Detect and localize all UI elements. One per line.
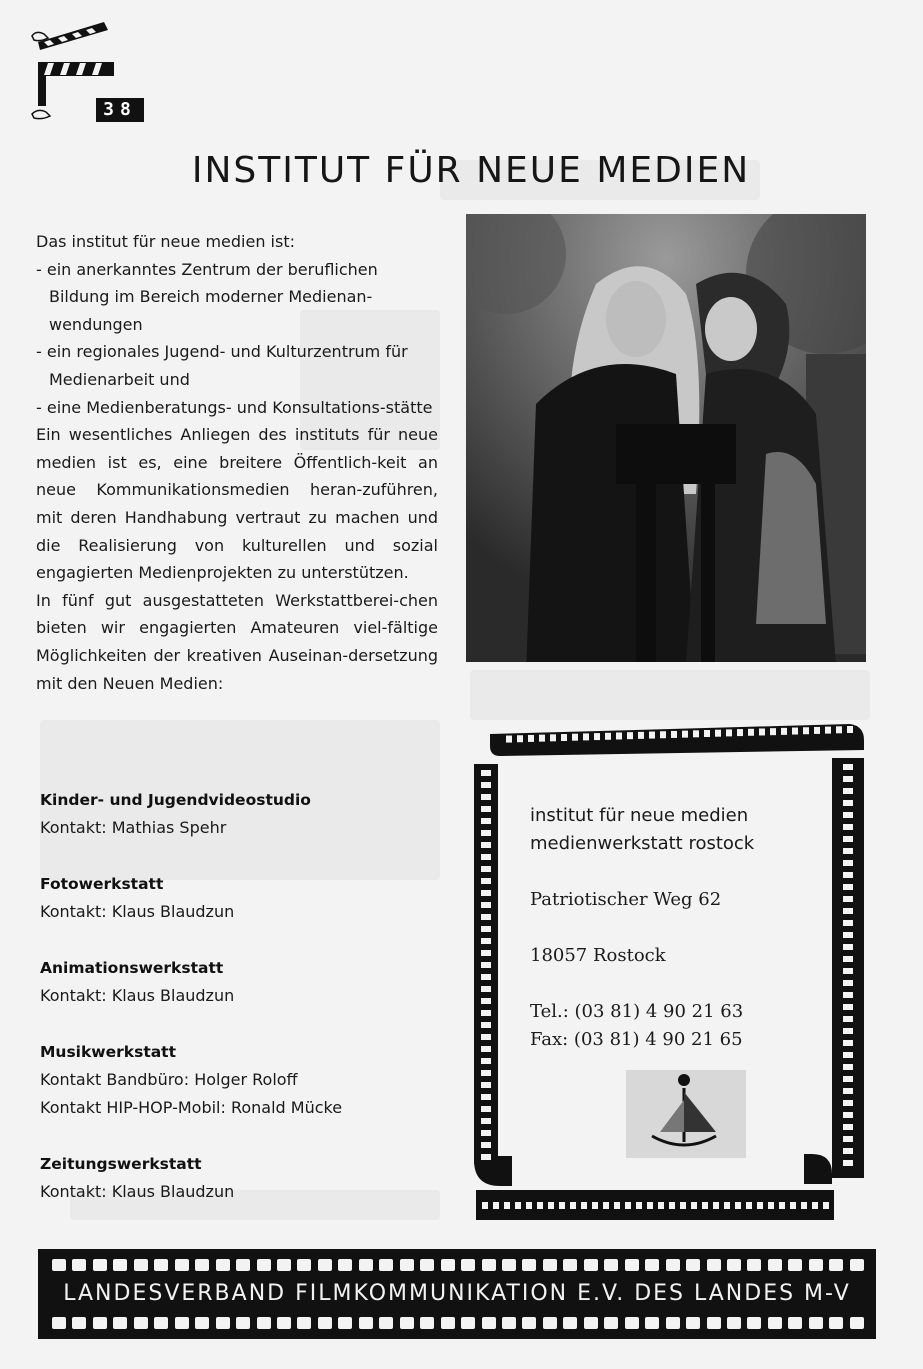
film-hole <box>825 727 831 734</box>
film-hole <box>461 1259 475 1271</box>
film-hole <box>420 1317 434 1329</box>
section-contact: Kontakt: Klaus Blaudzun <box>40 986 235 1005</box>
workshop-sections <box>40 786 460 1206</box>
film-hole <box>649 732 655 739</box>
film-hole <box>359 1259 373 1271</box>
film-hole <box>680 1202 686 1209</box>
intro-bullet: - ein regionales Jugend- und Kulturzentrum für Medienarbeit und <box>36 342 408 389</box>
film-hole <box>809 1259 823 1271</box>
film-hole <box>627 732 633 739</box>
film-hole <box>52 1259 66 1271</box>
film-hole <box>792 728 798 735</box>
film-hole <box>713 1202 719 1209</box>
film-hole <box>768 1317 782 1329</box>
film-hole <box>843 1088 853 1094</box>
footer-text: LANDESVERBAND FILMKOMMUNIKATION E.V. DES LANDES M-V <box>63 1281 851 1306</box>
film-perforation-top <box>52 1259 864 1271</box>
film-hole <box>277 1317 291 1329</box>
section-heading: Zeitungswerkstatt <box>40 1155 202 1173</box>
intro-paragraph: Ein wesentliches Anliegen des instituts für neue medien ist es, eine breitere Öffentlich-keit an neue Kommunikationsmedien heran-zuführen, mit deren Handhabung vertraut zu machen und die Realisierung von kulturellen und sozial engagierten Medienprojekten zu unterstützen. <box>36 425 438 583</box>
film-hole <box>735 1202 741 1209</box>
intro-text <box>36 228 438 697</box>
film-hole <box>843 908 853 914</box>
section-heading: Kinder- und Jugendvideostudio <box>40 791 311 809</box>
film-hole <box>843 872 853 878</box>
film-hole <box>502 1317 516 1329</box>
film-hole <box>843 788 853 794</box>
photo-illustration <box>466 214 866 662</box>
film-hole <box>584 1259 598 1271</box>
film-hole <box>481 1070 491 1076</box>
film-hole <box>594 733 600 740</box>
film-hole <box>671 731 677 738</box>
intro-bullet: - eine Medienberatungs- und Konsultations-stätte <box>36 397 433 417</box>
film-hole <box>216 1259 230 1271</box>
film-hole <box>550 734 556 741</box>
film-hole <box>660 731 666 738</box>
film-hole <box>669 1202 675 1209</box>
film-hole <box>175 1317 189 1329</box>
section-contact: Kontakt: Klaus Blaudzun <box>40 1182 235 1201</box>
film-hole <box>481 974 491 980</box>
film-perforation-bottom <box>52 1317 864 1329</box>
film-hole <box>338 1259 352 1271</box>
film-hole <box>757 1202 763 1209</box>
film-hole <box>843 1052 853 1058</box>
sail-boat-logo-icon <box>626 1070 746 1158</box>
film-hole <box>737 729 743 736</box>
film-hole <box>584 1317 598 1329</box>
film-hole <box>481 950 491 956</box>
film-hole <box>843 980 853 986</box>
section-video <box>40 786 460 842</box>
film-hole <box>277 1259 291 1271</box>
page-number: 38 <box>96 98 144 122</box>
film-hole <box>481 902 491 908</box>
section-musik <box>40 1038 460 1122</box>
film-hole <box>843 1004 853 1010</box>
film-hole <box>801 1202 807 1209</box>
film-hole <box>400 1259 414 1271</box>
film-hole <box>843 932 853 938</box>
intro-line: Das institut für neue medien ist: <box>36 232 295 251</box>
film-hole <box>561 734 567 741</box>
address-street: Patriotischer Weg 62 <box>530 889 722 910</box>
film-hole <box>843 1100 853 1106</box>
film-hole <box>236 1317 250 1329</box>
film-hole <box>843 1040 853 1046</box>
film-hole <box>113 1259 127 1271</box>
film-hole <box>502 1259 516 1271</box>
film-hole <box>481 1010 491 1016</box>
film-hole <box>625 1317 639 1329</box>
film-hole <box>482 1259 496 1271</box>
film-hole <box>481 1082 491 1088</box>
address-phone: Tel.: (03 81) 4 90 21 63 <box>530 1001 744 1022</box>
film-hole <box>134 1317 148 1329</box>
film-hole <box>727 1259 741 1271</box>
film-hole <box>461 1317 475 1329</box>
film-hole <box>768 1202 774 1209</box>
film-hole <box>847 726 853 733</box>
film-hole <box>814 727 820 734</box>
film-hole <box>605 733 611 740</box>
film-hole <box>543 1259 557 1271</box>
film-hole <box>481 1142 491 1148</box>
address-fax: Fax: (03 81) 4 90 21 65 <box>530 1029 743 1050</box>
film-hole <box>481 1094 491 1100</box>
film-hole <box>747 1259 761 1271</box>
film-hole <box>526 1202 532 1209</box>
section-heading: Musikwerkstatt <box>40 1043 177 1061</box>
film-hole <box>481 866 491 872</box>
film-hole <box>604 1259 618 1271</box>
film-hole <box>113 1317 127 1329</box>
film-hole <box>748 729 754 736</box>
film-hole <box>843 956 853 962</box>
film-hole <box>175 1259 189 1271</box>
film-hole <box>790 1202 796 1209</box>
film-hole <box>493 1202 499 1209</box>
film-hole <box>843 776 853 782</box>
film-hole <box>715 730 721 737</box>
film-hole <box>195 1259 209 1271</box>
film-hole <box>788 1317 802 1329</box>
film-hole <box>72 1317 86 1329</box>
bleed-through-shape <box>470 670 870 720</box>
intro-paragraph: In fünf gut ausgestatteten Werkstattberei-chen bieten wir engagierten Amateuren viel-fältige Möglichkeiten der kreativen Auseinan-dersetzung mit den Neuen Medien: <box>36 590 438 693</box>
film-hole <box>682 731 688 738</box>
film-hole <box>843 920 853 926</box>
film-hole <box>515 1202 521 1209</box>
film-hole <box>195 1317 209 1329</box>
film-hole <box>781 728 787 735</box>
film-hole <box>481 1046 491 1052</box>
film-hole <box>481 998 491 1004</box>
film-hole <box>481 1022 491 1028</box>
film-hole <box>727 1317 741 1329</box>
film-hole <box>318 1259 332 1271</box>
film-hole <box>548 1202 554 1209</box>
film-hole <box>481 962 491 968</box>
film-hole <box>658 1202 664 1209</box>
film-hole <box>359 1317 373 1329</box>
film-hole <box>481 842 491 848</box>
film-hole <box>481 914 491 920</box>
section-contact: Kontakt Bandbüro: Holger Roloff <box>40 1070 298 1089</box>
film-hole <box>257 1259 271 1271</box>
film-hole <box>707 1317 721 1329</box>
film-hole <box>726 729 732 736</box>
film-hole <box>52 1317 66 1329</box>
film-hole <box>746 1202 752 1209</box>
address-subname: medienwerkstatt rostock <box>530 833 755 854</box>
page-title <box>0 150 900 191</box>
film-hole <box>481 854 491 860</box>
film-hole <box>843 1076 853 1082</box>
film-hole <box>843 1028 853 1034</box>
film-hole <box>216 1317 230 1329</box>
photo-two-women-with-camera <box>466 214 866 662</box>
film-hole <box>236 1259 250 1271</box>
film-hole <box>481 1118 491 1124</box>
intro-bullet: - ein anerkanntes Zentrum der beruflichen Bildung im Bereich moderner Medienan-wendungen <box>36 259 378 334</box>
film-hole <box>592 1202 598 1209</box>
film-hole <box>134 1259 148 1271</box>
film-hole <box>666 1259 680 1271</box>
page-title-text: INSTITUT FÜR NEUE MEDIEN <box>191 150 751 191</box>
film-hole <box>747 1317 761 1329</box>
film-hole <box>481 782 491 788</box>
film-hole <box>843 1016 853 1022</box>
film-hole <box>481 986 491 992</box>
film-hole <box>843 884 853 890</box>
film-hole <box>843 1160 853 1166</box>
film-hole <box>93 1317 107 1329</box>
film-hole <box>481 794 491 800</box>
film-hole <box>823 1202 829 1209</box>
film-hole <box>843 896 853 902</box>
section-contact: Kontakt: Klaus Blaudzun <box>40 902 235 921</box>
film-hole <box>481 806 491 812</box>
film-hole <box>93 1259 107 1271</box>
film-hole <box>481 938 491 944</box>
film-hole <box>563 1317 577 1329</box>
film-hole <box>481 1106 491 1112</box>
film-hole <box>603 1202 609 1209</box>
film-hole <box>539 735 545 742</box>
film-hole <box>707 1259 721 1271</box>
film-hole <box>543 1317 557 1329</box>
section-heading: Animationswerkstatt <box>40 959 224 977</box>
film-hole <box>481 1130 491 1136</box>
film-hole <box>768 1259 782 1271</box>
film-hole <box>338 1317 352 1329</box>
film-hole <box>481 818 491 824</box>
film-hole <box>563 1259 577 1271</box>
film-hole <box>379 1317 393 1329</box>
film-hole <box>481 926 491 932</box>
film-hole <box>724 1202 730 1209</box>
film-hole <box>843 992 853 998</box>
film-hole <box>441 1259 455 1271</box>
film-hole <box>481 890 491 896</box>
film-hole <box>843 968 853 974</box>
film-hole <box>850 1259 864 1271</box>
film-hole <box>843 1124 853 1130</box>
film-hole <box>400 1317 414 1329</box>
film-hole <box>843 1064 853 1070</box>
film-hole <box>604 1317 618 1329</box>
film-hole <box>843 944 853 950</box>
film-hole <box>559 1202 565 1209</box>
film-hole <box>809 1317 823 1329</box>
film-hole <box>843 1136 853 1142</box>
address-block <box>530 802 820 1054</box>
film-hole <box>616 732 622 739</box>
film-hole <box>836 726 842 733</box>
film-hole <box>420 1259 434 1271</box>
film-hole <box>154 1317 168 1329</box>
film-hole <box>843 1148 853 1154</box>
film-hole <box>318 1317 332 1329</box>
film-hole <box>759 728 765 735</box>
film-hole <box>522 1317 536 1329</box>
film-hole <box>843 860 853 866</box>
film-hole <box>379 1259 393 1271</box>
film-hole <box>583 733 589 740</box>
film-hole <box>704 730 710 737</box>
film-hole <box>506 736 512 743</box>
film-hole <box>481 770 491 776</box>
film-hole <box>843 1112 853 1118</box>
film-hole <box>638 732 644 739</box>
film-hole <box>72 1259 86 1271</box>
film-hole <box>481 1154 491 1160</box>
footer-banner <box>38 1249 876 1339</box>
film-hole <box>581 1202 587 1209</box>
film-hole <box>647 1202 653 1209</box>
film-hole <box>481 830 491 836</box>
clapperboard-logo <box>30 18 137 126</box>
film-hole <box>522 1259 536 1271</box>
film-hole <box>528 735 534 742</box>
film-hole <box>154 1259 168 1271</box>
section-contact: Kontakt HIP-HOP-Mobil: Ronald Mücke <box>40 1098 343 1117</box>
film-hole <box>645 1259 659 1271</box>
address-city: 18057 Rostock <box>530 945 666 966</box>
film-hole <box>614 1202 620 1209</box>
film-hole <box>482 1317 496 1329</box>
film-hole <box>702 1202 708 1209</box>
film-hole <box>843 836 853 842</box>
film-hole <box>843 800 853 806</box>
film-hole <box>257 1317 271 1329</box>
institute-logo <box>626 1070 746 1158</box>
section-heading: Fotowerkstatt <box>40 875 164 893</box>
film-hole <box>843 764 853 770</box>
address-name: institut für neue medien <box>530 805 749 826</box>
film-hole <box>625 1202 631 1209</box>
film-hole <box>843 848 853 854</box>
film-hole <box>693 730 699 737</box>
film-hole <box>297 1259 311 1271</box>
film-hole <box>803 727 809 734</box>
film-hole <box>850 1317 864 1329</box>
film-hole <box>843 812 853 818</box>
section-foto <box>40 870 460 926</box>
film-hole <box>482 1202 488 1209</box>
film-hole <box>779 1202 785 1209</box>
film-hole <box>297 1317 311 1329</box>
film-hole <box>481 878 491 884</box>
film-hole <box>481 1058 491 1064</box>
film-hole <box>843 824 853 830</box>
section-contact: Kontakt: Mathias Spehr <box>40 818 227 837</box>
film-hole <box>636 1202 642 1209</box>
film-hole <box>829 1317 843 1329</box>
section-animation <box>40 954 460 1010</box>
film-hole <box>645 1317 659 1329</box>
film-hole <box>572 734 578 741</box>
film-hole <box>504 1202 510 1209</box>
film-hole <box>666 1317 680 1329</box>
film-hole <box>686 1259 700 1271</box>
film-hole <box>829 1259 843 1271</box>
film-hole <box>691 1202 697 1209</box>
film-hole <box>770 728 776 735</box>
film-hole <box>537 1202 543 1209</box>
film-hole <box>686 1317 700 1329</box>
film-hole <box>517 735 523 742</box>
film-hole <box>788 1259 802 1271</box>
film-hole <box>570 1202 576 1209</box>
section-zeitung <box>40 1150 460 1206</box>
film-hole <box>441 1317 455 1329</box>
film-hole <box>812 1202 818 1209</box>
film-hole <box>625 1259 639 1271</box>
film-hole <box>481 1034 491 1040</box>
